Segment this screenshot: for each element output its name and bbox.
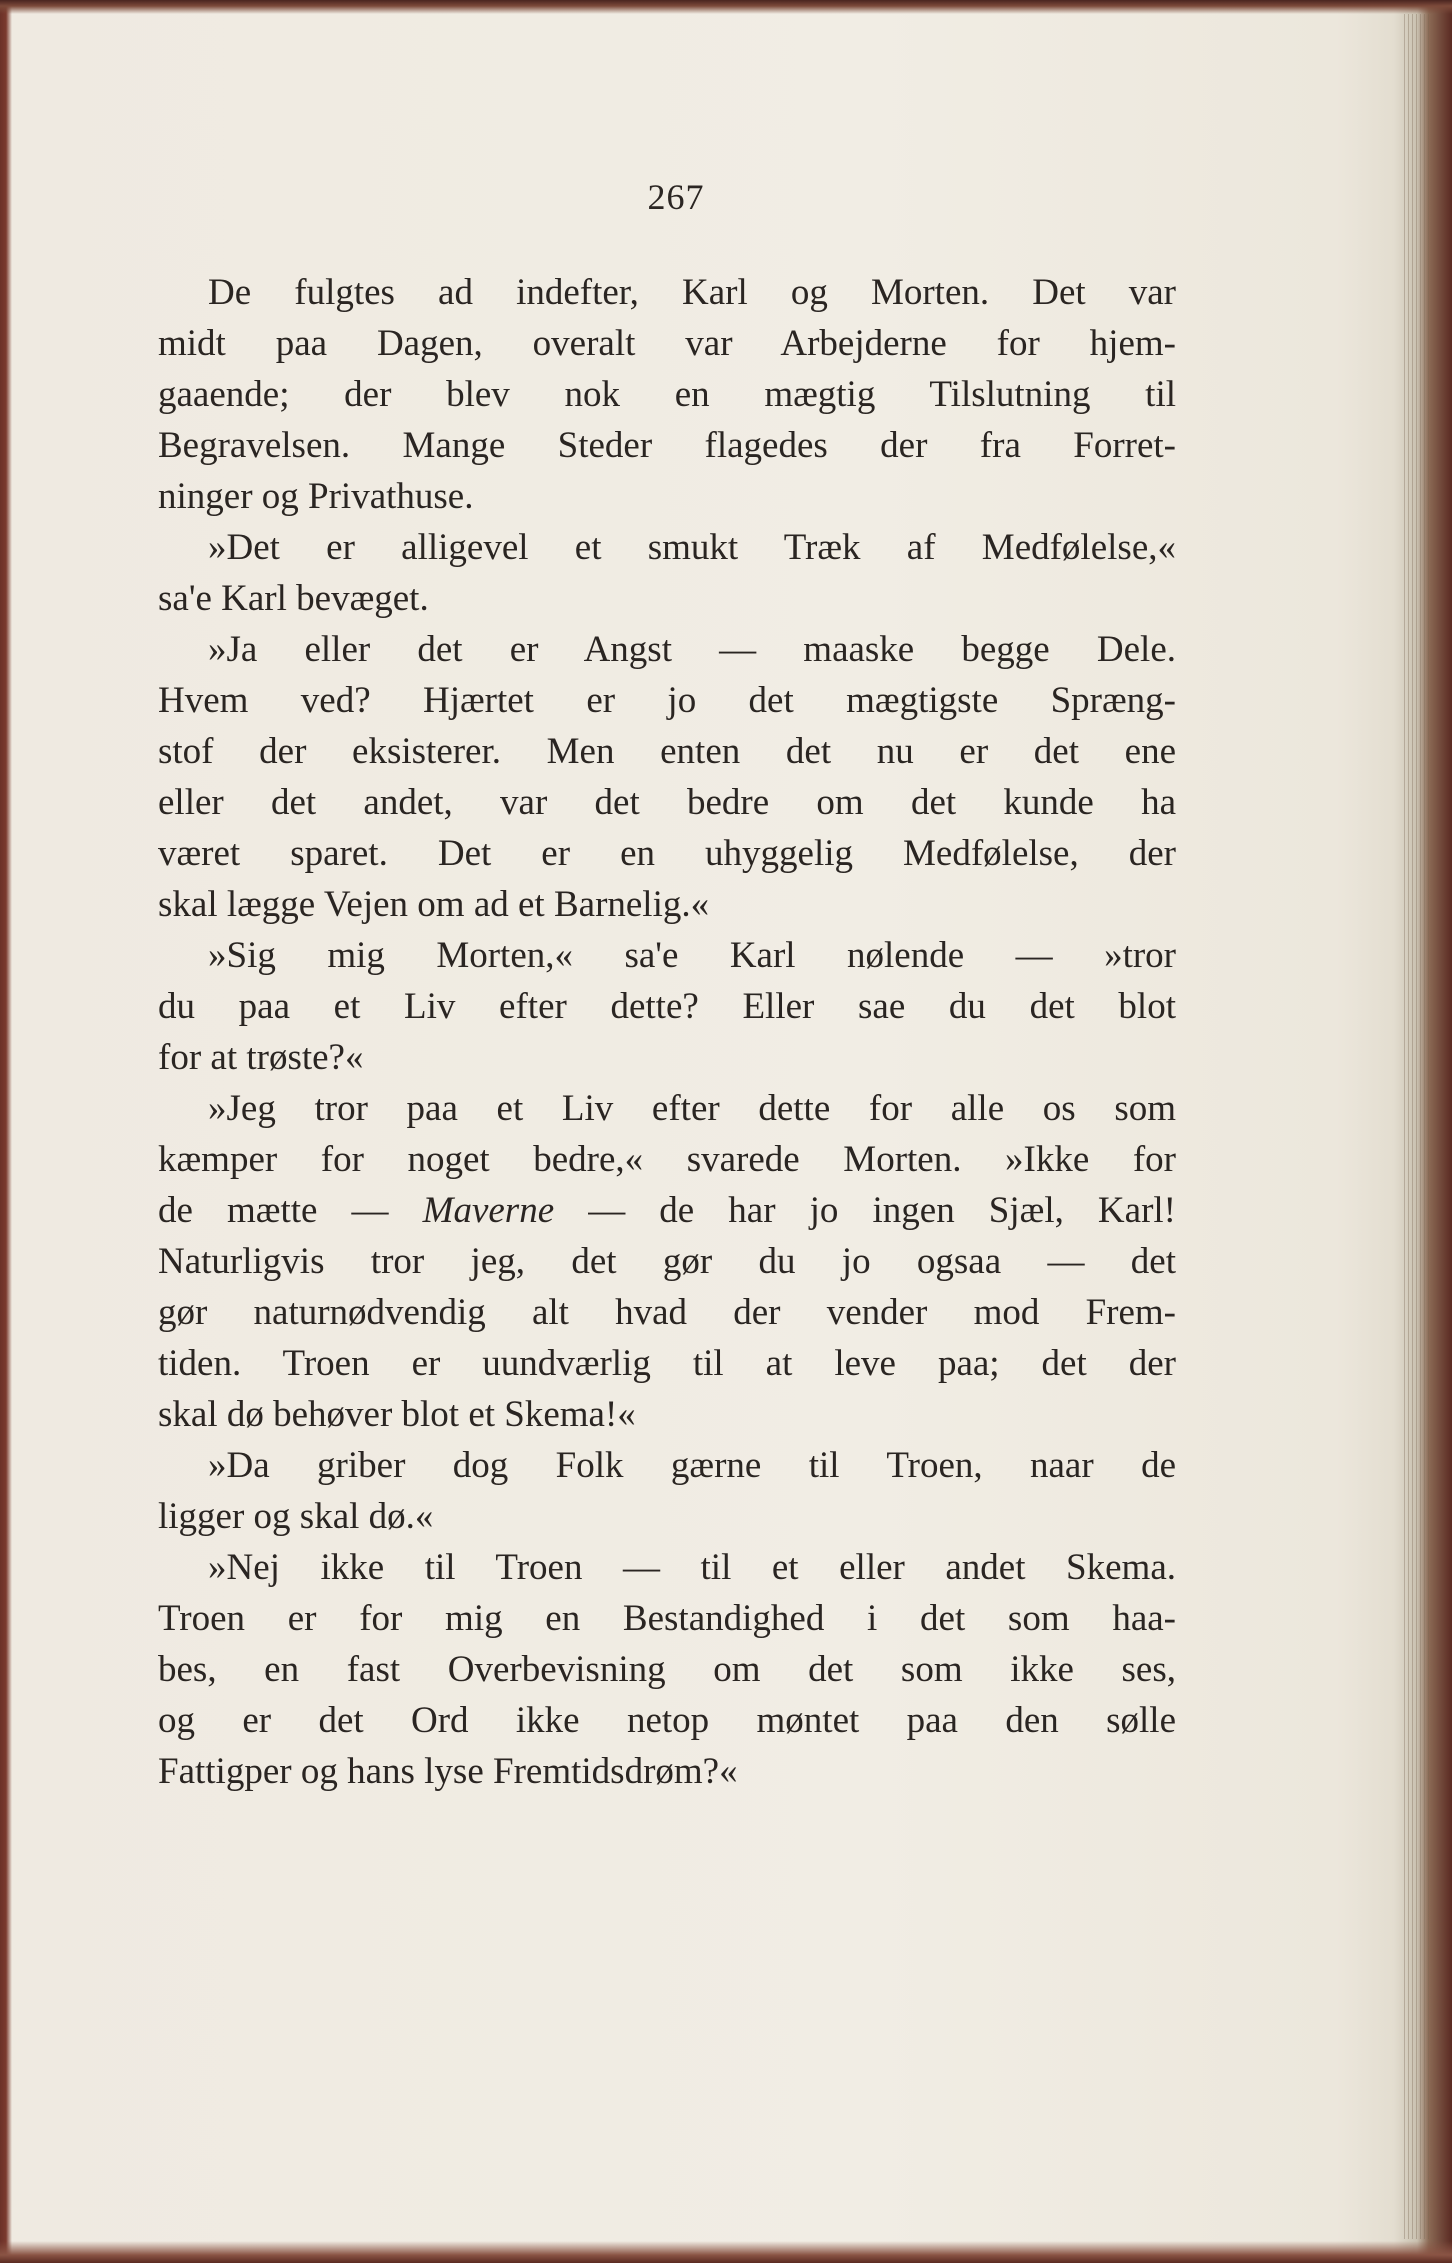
- text-line: ninger og Privathuse.: [158, 476, 474, 517]
- text-line: du paa et Liv efter dette? Eller sae du det blot: [158, 986, 1176, 1027]
- text-line: været sparet. Det er en uhyggelig Medfølelse, der: [158, 833, 1176, 874]
- text-line: tiden. Troen er uundværlig til at leve paa; det der: [158, 1343, 1176, 1384]
- text-line: »Da griber dog Folk gærne til Troen, naar de: [208, 1445, 1176, 1486]
- text-line: ligger og skal dø.«: [158, 1496, 434, 1537]
- text-line: »Jeg tror paa et Liv efter dette for alle os som: [208, 1088, 1176, 1129]
- text-line: gaaende; der blev nok en mægtig Tilslutning til: [158, 374, 1176, 415]
- page-number: 267: [647, 177, 705, 217]
- text-line: De fulgtes ad indefter, Karl og Morten. Det var: [208, 272, 1176, 313]
- text-line: skal lægge Vejen om ad et Barnelig.«: [158, 884, 710, 925]
- text-line: eller det andet, var det bedre om det kunde ha: [158, 782, 1176, 823]
- text-line: »Sig mig Morten,« sa'e Karl nølende — »tror: [208, 935, 1176, 976]
- text-line: for at trøste?«: [158, 1037, 364, 1078]
- text-line: og er det Ord ikke netop møntet paa den sølle: [158, 1700, 1176, 1741]
- text-line: midt paa Dagen, overalt var Arbejderne for hjem-: [158, 323, 1176, 364]
- page-bottom-edge: [0, 2241, 1452, 2263]
- text-line: »Nej ikke til Troen — til et eller andet Skema.: [208, 1547, 1176, 1588]
- text-segment: de mætte —: [158, 1190, 423, 1231]
- italic-word: Maverne: [422, 1190, 555, 1231]
- text-line: »Det er alligevel et smukt Træk af Medfølelse,«: [208, 527, 1176, 568]
- text-line: Naturligvis tror jeg, det gør du jo ogsaa — det: [158, 1241, 1176, 1282]
- text-body: [158, 267, 1176, 1797]
- text-segment: — de har jo ingen Sjæl, Karl!: [554, 1190, 1176, 1231]
- text-line: kæmper for noget bedre,« svarede Morten. »Ikke for: [158, 1139, 1176, 1180]
- text-line: sa'e Karl bevæget.: [158, 578, 429, 619]
- text-line: bes, en fast Overbevisning om det som ikke ses,: [158, 1649, 1176, 1690]
- text-line: Troen er for mig en Bestandighed i det som haa-: [158, 1598, 1176, 1639]
- page-top-edge: [0, 0, 1452, 14]
- text-line: »Ja eller det er Angst — maaske begge Dele.: [208, 629, 1176, 670]
- text-line: gør naturnødvendig alt hvad der vender mod Frem-: [158, 1292, 1176, 1333]
- text-line: Hvem ved? Hjærtet er jo det mægtigste Spræng-: [158, 680, 1176, 721]
- text-line: stof der eksisterer. Men enten det nu er det ene: [158, 731, 1176, 772]
- text-line-with-italic: [158, 1185, 1176, 1236]
- page-stack-edge: [1404, 14, 1430, 2239]
- text-line: skal dø behøver blot et Skema!«: [158, 1394, 636, 1435]
- text-line: Fattigper og hans lyse Fremtidsdrøm?«: [158, 1751, 738, 1792]
- text-line: Begravelsen. Mange Steder flagedes der fra Forret-: [158, 425, 1176, 466]
